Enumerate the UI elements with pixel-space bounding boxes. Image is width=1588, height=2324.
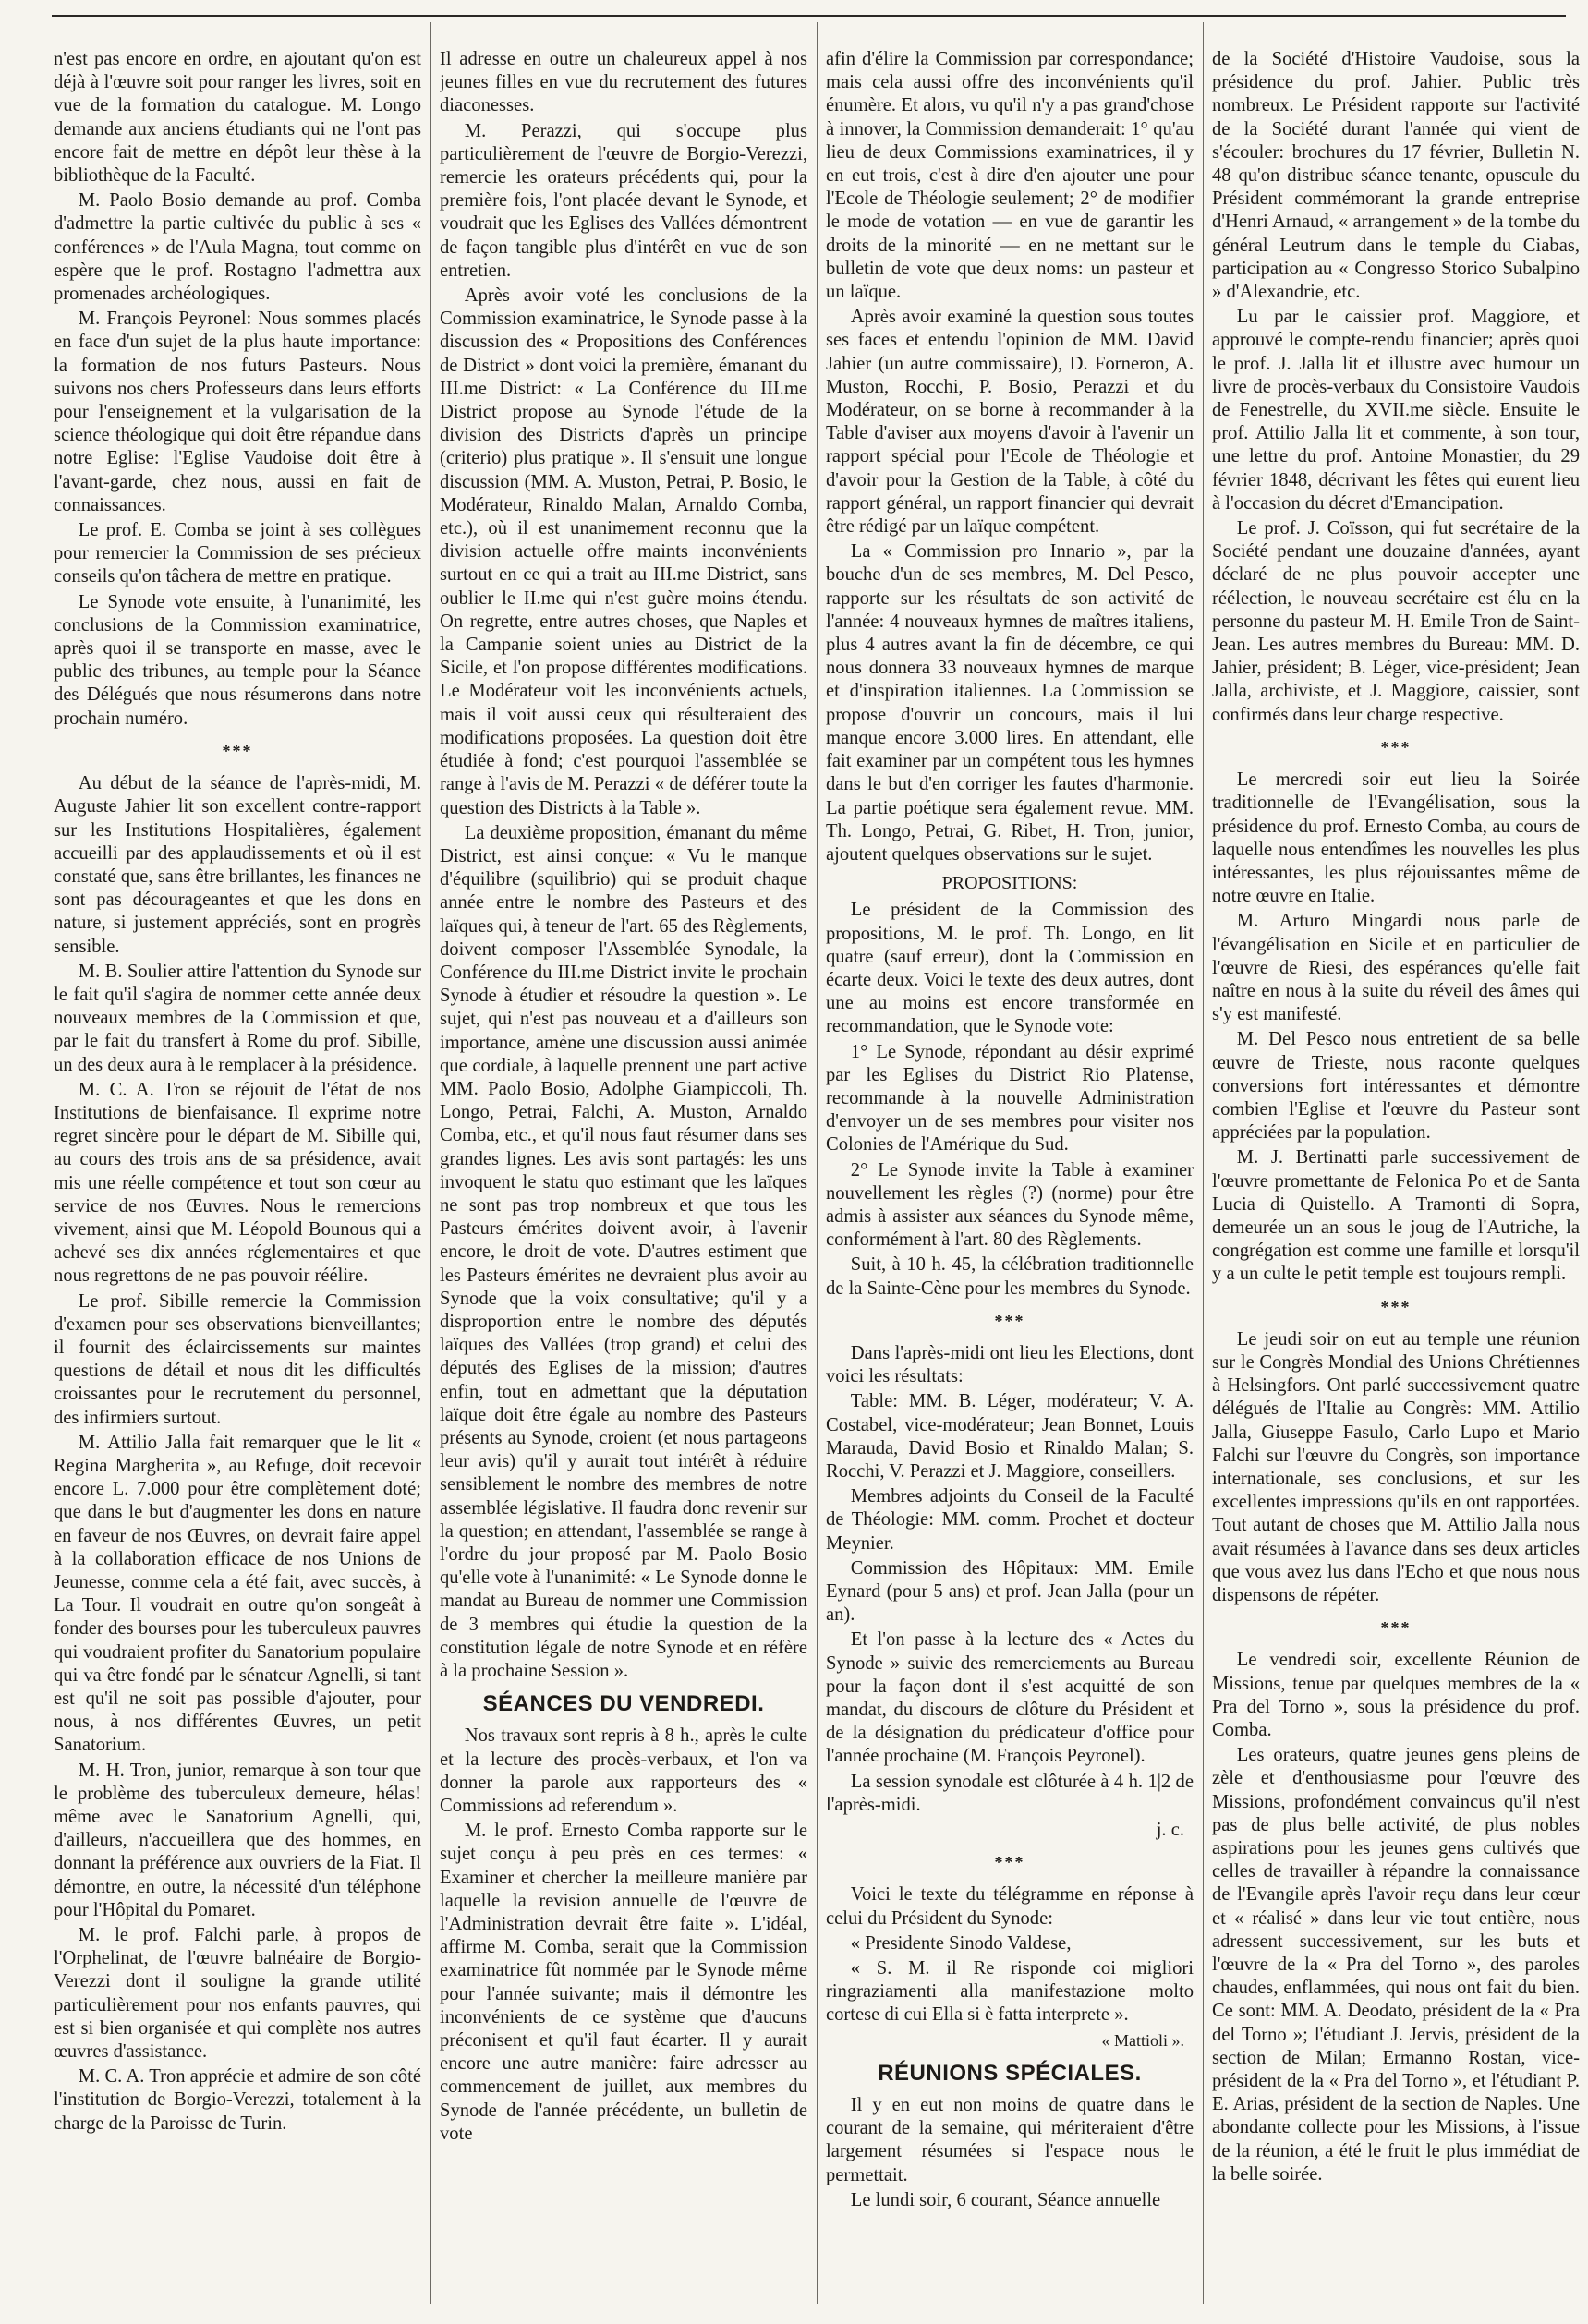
article-paragraph: M. C. A. Tron apprécie et admire de son côté l'institution de Borgio-Verezzi, totalement à la charge de la Paroisse de Turin. xyxy=(54,2066,421,2134)
column-2 xyxy=(440,48,807,2302)
column-4 xyxy=(1212,48,1580,2302)
article-paragraph: M. le prof. Ernesto Comba rapporte sur le sujet conçu à peu près en ces termes: « Examiner et chercher la meilleure manière par laquelle la revision annuelle de l'œuvre de l'Administration devrait être faite ». L'idéal, affirme M. Comba, serait que la Commission examinatrice fût nommée par le Synode même pour l'année suivante; mais il démontre les inconvénients de ce système que d'aucuns préconisent et qu'il faut écarter. Il y aurait encore une autre manière: faire adresser au commencement de juillet, aux membres du Synode de l'année précédente, un bulletin de vote xyxy=(440,1821,807,2144)
article-paragraph: Dans l'après-midi ont lieu les Elections, dont voici les résultats: xyxy=(826,1342,1194,1387)
article-paragraph: Membres adjoints du Conseil de la Faculté de Théologie: MM. comm. Prochet et docteur Meynier. xyxy=(826,1486,1194,1554)
article-paragraph: M. Del Pesco nous entretient de sa belle œuvre de Trieste, nous raconte quelques conversions fort intéressantes et démontre combien l'Eglise et l'œuvre du Pasteur sont appréciées par la population. xyxy=(1212,1029,1580,1144)
article-paragraph: Le prof. J. Coïsson, qui fut secrétaire de la Société pendant une douzaine d'années, ayant déclaré de ne plus pouvoir accepter une réélection, le nouveau secrétaire est élu en la personne du pasteur M. H. Emile Tron de Saint-Jean. Les autres membres du Bureau: MM. D. Jahier, président; B. Léger, vice-président; Jean Jalla, archiviste, et J. Maggiore, caissier, sont confirmés dans leur charge respective. xyxy=(1212,518,1580,725)
article-paragraph: Le prof. Sibille remercie la Commission d'examen pour ses observations bienveillantes; il fournit des éclaircissements sur maintes questions de détail et nous dit les difficultés croissantes pour le recrutement du personnel, des infirmiers surtout. xyxy=(54,1290,421,1428)
column-divider xyxy=(430,22,431,2304)
article-paragraph: 2° Le Synode invite la Table à examiner nouvellement les règles (?) (norme) pour être admis à assister aux séances du Synode même, conformément à l'art. 80 des Règlements. xyxy=(826,1159,1194,1251)
article-paragraph: Et l'on passe à la lecture des « Actes du Synode » suivie des remerciements au Bureau pour la façon dont il s'est acquitté de son mandat, du discours de clôture du Président et de la désignation du prédicateur d'office pour l'année prochaine (M. François Peyronel). xyxy=(826,1629,1194,1767)
article-paragraph: n'est pas encore en ordre, en ajoutant qu'on est déjà à l'œuvre soit pour ranger les livres, soit en vue de la formation du catalogue. M. Longo demande aux anciens étudiants qui ne l'ont pas encore fait de mettre en dépôt leur thèse à la bibliothèque de la Faculté. xyxy=(54,49,421,187)
section-separator: *** xyxy=(994,1311,1025,1330)
article-paragraph: Le lundi soir, 6 courant, Séance annuelle xyxy=(850,2189,1161,2210)
article-paragraph: M. H. Tron, junior, remarque à son tour que le problème des tuberculeux demeure, hélas! même avec le Sanatorium Agnelli, qui, d'ailleurs, n'accueillera que des hommes, en donnant la préférence aux ouvriers de la Fiat. Il démontre, en outre, la nécessité d'un téléphone pour l'Hôpital du Pomaret. xyxy=(54,1760,421,1920)
subsection-heading: PROPOSITIONS: xyxy=(941,873,1078,894)
article-paragraph: M. B. Soulier attire l'attention du Synode sur le fait qu'il s'agira de nommer cette année deux nouveaux membres de la Commission et que, par le fait du transfert à Rome du prof. Sibille, un des deux aura à le remplacer à la présidence. xyxy=(54,961,421,1075)
article-paragraph: M. Perazzi, qui s'occupe plus particulièrement de l'œuvre de Borgio-Verezzi, remercie les orateurs précédents qui, pour la première fois, l'ont placée devant le Synode, et voudrait que les Eglises des Vallées démontrent de façon tangible plus d'intérêt en vue de son entretien. xyxy=(440,120,807,281)
article-paragraph: Le vendredi soir, excellente Réunion de Missions, tenue par quelques membres de la « Pra del Torno », sous la présidence du prof. Comba. xyxy=(1212,1650,1580,1741)
article-paragraph: M. Paolo Bosio demande au prof. Comba d'admettre la partie cultivée du public à ses « conférences » de l'Aula Magna, tout comme on espère que le prof. Rostagno l'admettra aux promenades archéologiques. xyxy=(54,190,421,305)
article-paragraph: M. J. Bertinatti parle successivement de l'œuvre promettante de Felonica Po et de Santa Lucia di Quistello. A Tramonti di Sopra, demeurée un an sous le joug de l'Autriche, la congrégation est comme une famille et lorsqu'il y a un culte le petit temple est toujours rempli. xyxy=(1212,1147,1580,1285)
section-separator: *** xyxy=(1380,1618,1412,1638)
telegram-line: « S. M. il Re risponde coi migliori ringraziamenti alla manifestazione molto cortese di cui Ella si è fatta interprete ». xyxy=(826,1958,1194,2026)
article-paragraph: M. Arturo Mingardi nous parle de l'évangélisation en Sicile et en particulier de l'œuvre de Riesi, des espérances qu'elle fait naître en nous à la suite du réveil des âmes qui s'y est manifesté. xyxy=(1212,911,1580,1025)
article-paragraph: M. Attilio Jalla fait remarquer que le lit « Regina Margherita », au Refuge, doit recevoir encore L. 7.000 pour être complètement doté; que dans le but d'augmenter les dons en nature en faveur de nos Œuvres, on devrait faire appel à la collaboration efficace de nos Unions de Jeunesse, comme cela a été fait, avec succès, à La Tour. Il voudrait en outre qu'on songeât à fonder des bourses pour les tuberculeux pauvres qui voudraient profiter du Sanatorium populaire qui va être fondé par le sénateur Agnelli, si tant est qu'il ne soit pas possible d'ajouter, pour nous, à nos différentes Œuvres, un petit Sanatorium. xyxy=(54,1432,421,1756)
article-paragraph: La session synodale est clôturée à 4 h. 1|2 de l'après-midi. xyxy=(826,1771,1194,1815)
author-initials: j. c. xyxy=(1156,1820,1184,1841)
article-paragraph: M. François Peyronel: Nous sommes placés en face d'un sujet de la plus haute importance: la formation de nos futurs Pasteurs. Nous suivons nos chers Professeurs dans leurs efforts pour l'enseignement et la vulgarisation de la science théologique qui doit être répandue dans notre Eglise: l'Eglise Vaudoise doit être à l'avant-garde, chez nous, aussi en fait de connaissances. xyxy=(54,309,421,515)
article-paragraph: La deuxième proposition, émanant du même District, est ainsi conçue: « Vu le manque d'équilibre (squilibrio) qui se produit chaque année entre le nombre des Pasteurs et des laïques qui, à teneur de l'art. 65 des Règlements, doivent composer l'Assemblée Synodale, la Conférence du III.me District invite le prochain Synode à étudier et résoudre la question ». Le sujet, qui n'est pas nouveau et a d'ailleurs son importance, amène une discussion aussi animée que cordiale, à laquelle prennent une part active MM. Paolo Bosio, Adolphe Giampiccoli, Th. Longo, Petrai, Falchi, A. Muston, Arnaldo Comba, etc., et qu'il nous faut résumer dans ses grandes lignes. Les avis sont partagés: les uns invoquent le statu quo estimant que les laïques ne sont pas trop nombreux et que tous les Pasteurs émérites doivent avoir, à l'avenir encore, le droit de vote. D'autres estiment que les Pasteurs émérites ne devraient plus avoir au Synode que la voix consultative; qu'il y a disproportion entre le nombre des députés laïques des Vallées (trop grand) et celui des députés des Eglises de la mission; d'autres enfin, tout en admettant que la députation laïque doit être égale au nombre des Pasteurs présents au Synode, croient (et nous partageons leur avis) qu'il y aurait tout intérêt à réduire sensiblement le nombre des membres de notre assemblée législative. Il faudra donc revenir sur la question; en attendant, l'assemblée se range à l'ordre du jour proposé par M. Paolo Bosio qu'elle vote à l'unanimité: « Le Synode donne le mandat au Bureau de nommer une Commission de 3 membres qui étudie la question de la constitution légale de notre Synode et en réfère à la prochaine Session ». xyxy=(440,822,807,1682)
section-heading: RÉUNIONS SPÉCIALES. xyxy=(878,2060,1142,2086)
article-paragraph: Voici le texte du télégramme en réponse à celui du Président du Synode: xyxy=(826,1884,1194,1929)
article-paragraph: afin d'élire la Commission par correspondance; mais cela aussi offre des inconvénients qu'il énumère. Et alors, vu qu'il n'y a pas grand'chose à innover, la Commission demanderait: 1° qu'au lieu de deux Commissions examinatrices, il y en eut trois, c'est à dire d'en ajouter une pour l'Ecole de Théologie seulement; 2° de modifier le mode de votation — en vue de garantir les droits de la minorité — en ne mettant sur le bulletin de vote que deux noms: un pasteur et un laïque. xyxy=(826,49,1194,303)
article-paragraph: Lu par le caissier prof. Maggiore, et approuvé le compte-rendu financier; après quoi le prof. J. Jalla lit et illustre avec humour un livre de procès-verbaux du Consistoire Vaudois de Fenestrelle, du XVII.me siècle. Ensuite le prof. Attilio Jalla lit et commente, à son tour, une lettre du prof. Antoine Monastier, du 29 février 1848, décrivant les fêtes qui eurent lieu à l'occasion du décret d'Emancipation. xyxy=(1212,307,1580,514)
article-paragraph: Au début de la séance de l'après-midi, M. Auguste Jahier lit son excellent contre-rapport sur les Institutions Hospitalières, également accueilli par des applaudissements et où il est constaté que, sans être brillantes, les finances ne sont pas décourageantes et que les dons en nature, si justement appréciés, sont en progrès sensible. xyxy=(54,773,421,957)
article-paragraph: M. le prof. Falchi parle, à propos de l'Orphelinat, de l'œuvre balnéaire de Borgio-Verezzi dont il souligne la grande utilité particulièrement pour nos enfants pauvres, qui est si bien organisée et qui complète nos autres œuvres d'assistance. xyxy=(54,1925,421,2063)
article-paragraph: Il y en eut non moins de quatre dans le courant de la semaine, qui mériteraient d'être largement résumées si l'espace nous le permettait. xyxy=(826,2095,1194,2185)
telegram-line: « Presidente Sinodo Valdese, xyxy=(850,1932,1072,1954)
article-paragraph: Le Synode vote ensuite, à l'unanimité, les conclusions de la Commission examinatrice, après quoi il se transporte en masse, avec le public des tribunes, au temple pour la Séance des Délégués que nous résumerons dans notre prochain numéro. xyxy=(54,591,421,729)
column-3 xyxy=(826,48,1194,2302)
article-paragraph: Il adresse en outre un chaleureux appel à nos jeunes filles en vue du recrutement des futures diaconesses. xyxy=(440,49,807,116)
telegram-signature: « Mattioli ». xyxy=(1101,2030,1184,2050)
article-paragraph: Le jeudi soir on eut au temple une réunion sur le Congrès Mondial des Unions Chrétiennes à Helsingfors. Ont parlé successivement quatre délégués de l'Italie au Congrès: MM. Attilio Jalla, Giuseppe Fasulo, Carlo Lupo et Mario Falchi sur l'œuvre du Congrès, son importance internationale, ses conclusions, et sur les excellentes impressions qu'ils en ont rapportées. Tout autant de choses que M. Attilio Jalla nous avait résumées à l'avance dans ses deux articles que vous avez lus dans l'Echo et que nous nous dispensons de répéter. xyxy=(1212,1328,1580,1605)
section-separator: *** xyxy=(994,1853,1025,1872)
article-paragraph: Commission des Hôpitaux: MM. Emile Eynard (pour 5 ans) et prof. Jean Jalla (pour un an). xyxy=(826,1557,1194,1626)
article-paragraph: 1° Le Synode, répondant au désir exprimé par les Eglises du District Rio Platense, recommande à la nouvelle Administration d'envoyer un de ses membres pour visiter nos Colonies de l'Amérique du Sud. xyxy=(826,1041,1194,1156)
article-paragraph: M. C. A. Tron se réjouit de l'état de nos Institutions de bienfaisance. Il exprime notre regret sincère pour le départ de M. Sibille qui, au cours des trois ans de sa présidence, avait mis une réelle compétence et tout son cœur au service de nos Œuvres. Nous le remercions vivement, ainsi que M. Léopold Bounous qui a achevé ses dix années réglementaires et que nous regrettons de ne pas pouvoir réélire. xyxy=(54,1079,421,1287)
article-paragraph: Suit, à 10 h. 45, la célébration traditionnelle de la Sainte-Cène pour les membres du Synode. xyxy=(826,1254,1194,1299)
article-paragraph: Nos travaux sont repris à 8 h., après le culte et la lecture des procès-verbaux, et l'on va donner la parole aux rapporteurs des « Commissions ad referendum ». xyxy=(440,1725,807,1817)
article-paragraph: Après avoir voté les conclusions de la Commission examinatrice, le Synode passe à la discussion des « Propositions des Conférences de District » dont voici la première, émanant du III.me District: « La Conférence du III.me District propose au Synode l'étude de la division des Districts d'après un principe (criterio) plus pratique ». Il s'ensuit une longue discussion (MM. A. Muston, Petrai, P. Bosio, le Modérateur, Rinaldo Malan, Arnaldo Comba, etc.), où il est unanimement reconnu que la division actuelle offre maints inconvénients surtout en ce qui a trait au III.me District, sans oublier le II.me qui n'est guère moins étendu. On regrette, entre autres choses, que Naples et la Campanie soient unies au District de la Sicile, et l'on propose différentes modifications. Le Modérateur voit les inconvénients actuels, mais il voit aussi ceux qui résulteraient des modifications proposées. La question doit être étudiée à fond; c'est pourquoi l'assemblée se range à l'avis de M. Perazzi « de déférer toute la question des Districts à la Table ». xyxy=(440,285,807,818)
article-paragraph: Le président de la Commission des propositions, M. le prof. Th. Longo, en lit quatre (sauf erreur), dont la Commission en écarte deux. Voici le texte des deux autres, dont une au moins est encore transformée en recommandation, que le Synode vote: xyxy=(826,900,1194,1037)
article-paragraph: Les orateurs, quatre jeunes gens pleins de zèle et d'enthousiasme pour l'œuvre des Missions, profondément convaincus qu'il n'est pas de plus belle activité, de plus nobles aspirations pour les jeunes gens cultivés que celles de travailler à répandre la connaissance de l'Evangile après l'avoir reçu dans leur cœur et « réalisé » dans leur vie tout entière, nous adressent successivement, sur les buts et l'œuvre de la « Pra del Torno », des paroles chaudes, enflammées, qui nous ont fait du bien. Ce sont: MM. A. Deodato, président de la « Pra del Torno »; l'étudiant J. Jervis, président de la section de Milan; Ermanno Rostan, vice-président de la « Pra del Torno », et l'étudiant P. E. Arias, président de la section de Naples. Une abondante collecte pour les Missions, à l'issue de la réunion, a été le fruit le plus immédiat de la belle soirée. xyxy=(1212,1745,1580,2185)
section-separator: *** xyxy=(1380,1297,1412,1316)
column-1 xyxy=(54,48,421,2302)
top-rule xyxy=(52,15,1566,17)
article-paragraph: La « Commission pro Innario », par la bouche d'un de ses membres, M. Del Pesco, rapporte sur les résultats de son activité de l'année: 4 nouveaux hymnes de maîtres italiens, plus 4 autres avant la fin de décembre, ce qui nous donnera 33 nouveaux hymnes de marque et d'inspiration italiennes. La Commission se propose d'ouvrir un concours, mais il lui manque encore 3.000 lires. En attendant, elle fait examiner par un compétent tous les hymnes dans le but d'en corriger les fautes d'harmonie. La partie poétique sera également revue. MM. Th. Longo, Petrai, G. Ribet, H. Tron, junior, ajoutent quelques observations sur le sujet. xyxy=(826,541,1194,865)
article-paragraph: Le mercredi soir eut lieu la Soirée traditionnelle de l'Evangélisation, sous la présidence du prof. Ernesto Comba, au cours de laquelle nous entendîmes les nouvelles les plus intéressantes, les plus réjouissantes même de notre œuvre en Italie. xyxy=(1212,769,1580,907)
section-separator: *** xyxy=(1380,737,1412,757)
article-paragraph: de la Société d'Histoire Vaudoise, sous la présidence du prof. Jahier. Public très nombreux. Le Président rapporte sur l'activité de la Société durant l'année qui vient de s'écouler: brochures du 17 février, Bulletin N. 48 qu'on distribue séance tenante, opuscule du Président commémorant la grande entreprise d'Henri Arnaud, « arrangement » de la tombe du général Leutrum dans le temple du Ciabas, participation au « Congresso Storico Subalpino » d'Alexandrie, etc. xyxy=(1212,49,1580,303)
article-paragraph: Après avoir examiné la question sous toutes ses faces et entendu l'opinion de MM. David Jahier (un autre commissaire), D. Forneron, A. Muston, Rocchi, P. Bosio, Perazzi et du Modérateur, on se borne à recommander à la Table d'aviser aux moyens d'avoir à l'avenir un rapport spécial pour l'Ecole de Théologie et d'avoir pour la Gestion de la Table, à côté du rapport général, un rapport financier qui devrait être rédigé par un laïque compétent. xyxy=(826,307,1194,538)
column-divider xyxy=(817,22,818,2304)
column-divider xyxy=(1203,22,1204,2304)
section-heading: SÉANCES DU VENDREDI. xyxy=(482,1691,765,1717)
section-separator: *** xyxy=(222,741,253,760)
article-paragraph: Le prof. E. Comba se joint à ses collègues pour remercier la Commission de ses précieux conseils qu'on tâchera de mettre en pratique. xyxy=(54,520,421,587)
article-paragraph: Table: MM. B. Léger, modérateur; V. A. Costabel, vice-modérateur; Jean Bonnet, Louis Marauda, David Bosio et Rinaldo Malan; S. Rocchi, V. Perazzi et J. Maggiore, conseillers. xyxy=(826,1391,1194,1482)
